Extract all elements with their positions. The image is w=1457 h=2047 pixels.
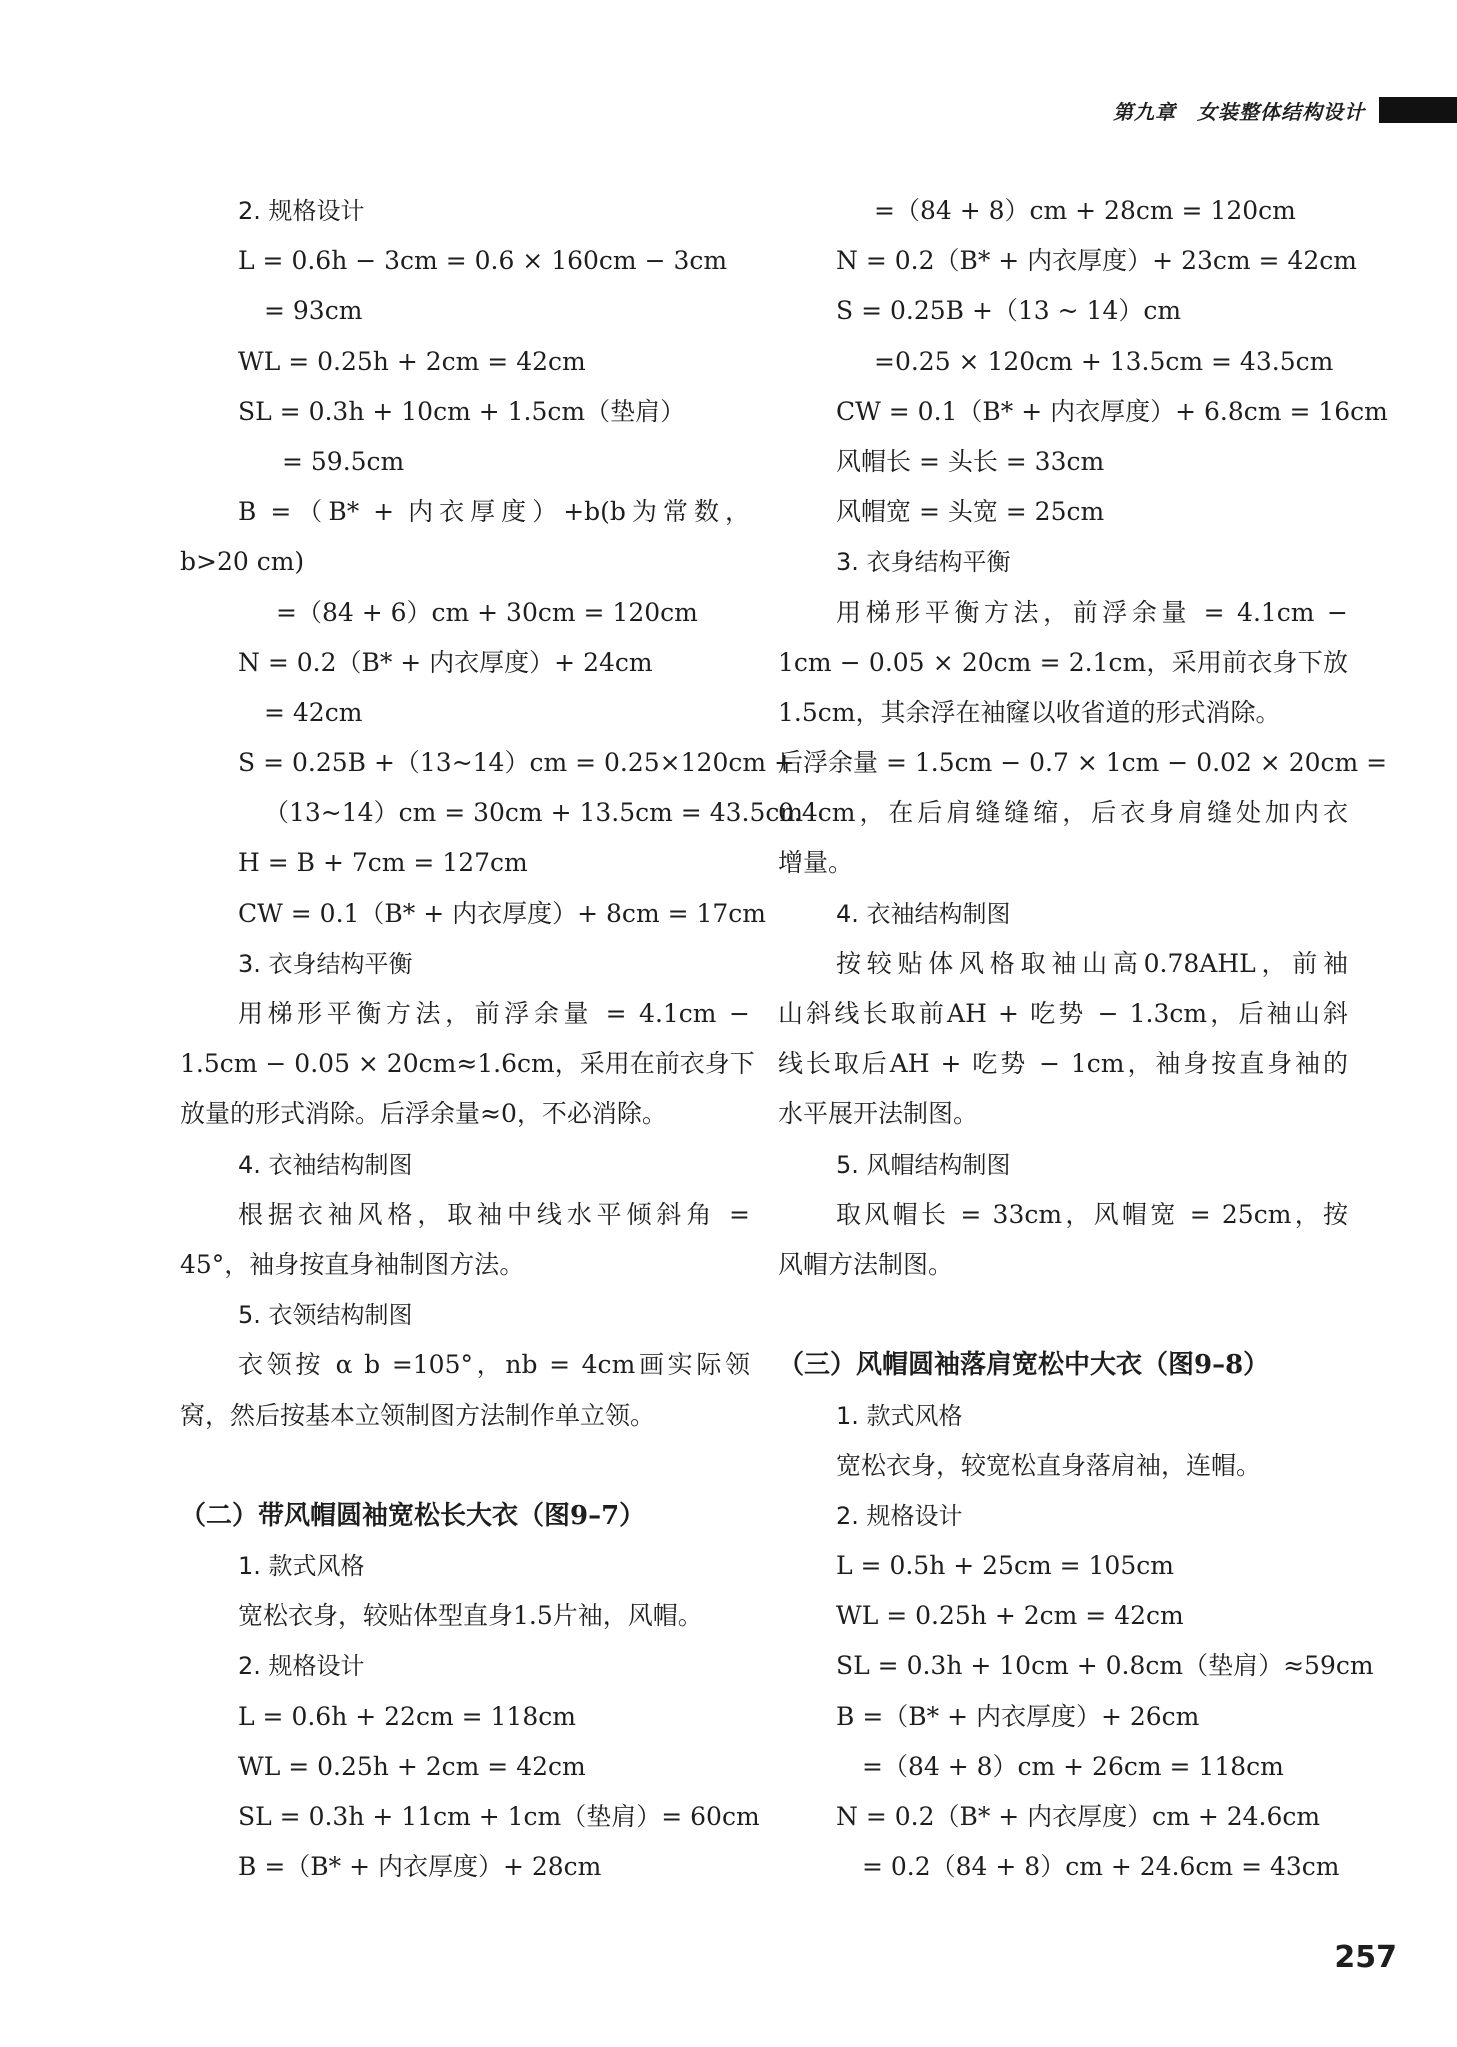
paragraph-gap [778,1290,1348,1340]
text-line: 用梯形平衡方法，前浮余量 = 4.1cm − [836,597,1348,627]
text-line: 45°，袖身按直身袖制图方法。 [180,1249,525,1279]
subheading: 2. 规格设计 [836,1501,963,1530]
text-line: 衣领按 α b =105°，nb = 4cm画实际领 [238,1350,750,1380]
text-line: B =（B* + 内衣厚度）+ 28cm [238,1852,602,1882]
text-line: 1cm − 0.05 × 20cm = 2.1cm，采用前衣身下放 [778,647,1348,677]
text-line: 线长取后AH + 吃势 − 1cm，袖身按直身袖的 [778,1049,1348,1079]
text-line: =（84 + 8）cm + 28cm = 120cm [874,196,1296,225]
header-bar [1379,97,1457,123]
running-header [1113,96,1457,124]
text-line: N = 0.2（B* + 内衣厚度）+ 23cm = 42cm [836,246,1357,276]
subheading: 1. 款式风格 [238,1552,365,1581]
text-line: WL = 0.25h + 2cm = 42cm [238,346,586,376]
text-line: 0.4cm，在后肩缝缝缩，后衣身肩缝处加内衣 [778,798,1348,828]
text-line: 水平展开法制图。 [778,1099,979,1129]
text-line: 按较贴体风格取袖山高0.78AHL，前袖 [836,948,1348,978]
text-line: 山斜线长取前AH + 吃势 − 1.3cm，后袖山斜 [778,999,1348,1028]
subheading: 3. 衣身结构平衡 [238,949,413,978]
text-line: WL = 0.25h + 2cm = 42cm [836,1601,1184,1631]
text-line: = 0.2（84 + 8）cm + 24.6cm = 43cm [862,1852,1340,1882]
text-line: =（84 + 8）cm + 26cm = 118cm [862,1751,1284,1781]
text-line: 风帽宽 = 头宽 = 25cm [836,497,1105,527]
text-line: WL = 0.25h + 2cm = 42cm [238,1751,586,1781]
text-line: N = 0.2（B* + 内衣厚度）+ 24cm [238,647,653,677]
text-line: SL = 0.3h + 11cm + 1cm（垫肩）= 60cm [238,1802,760,1831]
text-line: 放量的形式消除。后浮余量≈0，不必消除。 [180,1099,667,1129]
text-line: L = 0.5h + 25cm = 105cm [836,1551,1174,1581]
text-line: H = B + 7cm = 127cm [238,848,528,878]
subheading: 1. 款式风格 [836,1401,963,1430]
text-line: CW = 0.1（B* + 内衣厚度）+ 8cm = 17cm [238,898,767,928]
text-line: 后浮余量 = 1.5cm − 0.7 × 1cm − 0.02 × 20cm = [778,748,1388,778]
subheading: 2. 规格设计 [238,1652,365,1681]
text-line: 宽松衣身，较宽松直身落肩袖，连帽。 [836,1450,1262,1480]
text-line: S = 0.25B +（13~14）cm = 0.25×120cm + [238,748,795,778]
text-line: 增量。 [778,848,854,878]
text-line: L = 0.6h − 3cm = 0.6 × 160cm − 3cm [238,246,728,276]
text-line: 窝，然后按基本立领制图方法制作单立领。 [180,1400,656,1430]
subheading: 2. 规格设计 [238,197,365,225]
text-line: （13~14）cm = 30cm + 13.5cm = 43.5cm [264,798,804,828]
text-line: =（84 + 6）cm + 30cm = 120cm [276,597,698,627]
text-line: CW = 0.1（B* + 内衣厚度）+ 6.8cm = 16cm [836,396,1388,426]
subheading: 4. 衣袖结构制图 [238,1150,413,1179]
text-line: SL = 0.3h + 10cm + 0.8cm（垫肩）≈59cm [836,1651,1374,1681]
subheading: 5. 衣领结构制图 [238,1301,413,1330]
section-heading: （三）风帽圆袖落肩宽松中大衣（图9–8） [778,1350,1270,1381]
text-line: S = 0.25B +（13 ~ 14）cm [836,296,1182,326]
text-line: SL = 0.3h + 10cm + 1.5cm（垫肩） [238,396,686,426]
text-line: b>20 cm) [180,547,305,577]
text-line: = 59.5cm [282,446,405,476]
text-line: B =（B* + 内衣厚度）+ 26cm [836,1701,1200,1731]
text-line: = 93cm [264,296,363,326]
text-line: = 42cm [264,697,363,727]
text-line: =0.25 × 120cm + 13.5cm = 43.5cm [874,346,1334,376]
subheading: 3. 衣身结构平衡 [836,548,1011,577]
text-line: 风帽方法制图。 [778,1249,954,1279]
text-line: 1.5cm − 0.05 × 20cm≈1.6cm，采用在前衣身下 [180,1049,755,1079]
paragraph-gap [180,1441,750,1491]
left-column [180,186,804,1892]
right-column [778,186,1388,1892]
chapter-title: 第九章 女装整体结构设计 [1113,99,1365,124]
text-line: L = 0.6h + 22cm = 118cm [238,1701,576,1731]
text-line: B =（B* + 内衣厚度）+b(b为常数， [238,497,750,527]
subheading: 5. 风帽结构制图 [836,1150,1011,1179]
text-line: N = 0.2（B* + 内衣厚度）cm + 24.6cm [836,1802,1321,1831]
text-line: 宽松衣身，较贴体型直身1.5片袖，风帽。 [238,1601,703,1631]
section-heading: （二）带风帽圆袖宽松长大衣（图9–7） [180,1500,646,1531]
page-number: 257 [1334,1940,1397,1975]
text-line: 根据衣袖风格，取袖中线水平倾斜角 = [238,1199,750,1229]
text-line: 1.5cm，其余浮在袖窿以收省道的形式消除。 [778,697,1281,727]
subheading: 4. 衣袖结构制图 [836,899,1011,928]
text-line: 风帽长 = 头长 = 33cm [836,446,1105,476]
text-line: 用梯形平衡方法，前浮余量 = 4.1cm − [238,999,750,1028]
text-line: 取风帽长 = 33cm，风帽宽 = 25cm，按 [836,1199,1348,1229]
